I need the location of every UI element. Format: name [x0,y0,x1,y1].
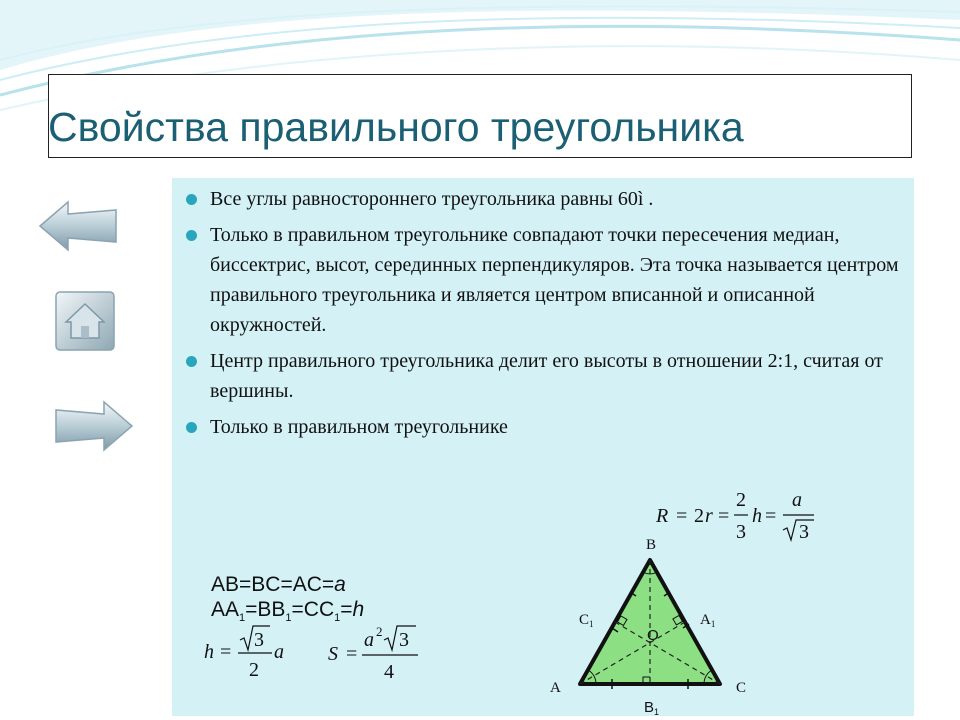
formula-symbol: h [204,641,214,663]
formula-symbol: 3 [254,629,264,651]
area-formula [326,622,436,684]
sides-equality [211,572,364,597]
bullet-dot-icon [186,422,197,433]
arrow-right-icon [52,398,136,454]
formula-symbol: 2 [249,659,259,681]
bullet-item [186,346,904,406]
formula-symbol: = [220,641,232,663]
formula-symbol: r [705,505,713,527]
formula-symbol: 4 [384,661,394,683]
bullet-text: Только в правильном треугольнике [210,416,508,438]
triangle-diagram [540,532,760,718]
equality-sub: 1 [334,612,341,625]
formula-symbol: 2 [376,624,383,639]
next-button[interactable] [52,398,136,454]
equality-var: a [334,573,346,596]
equality-sub: 1 [285,612,292,625]
bullet-text: Только в правильном треугольнике совпадают точки пересечения медиан, биссектрис, высот, серединных перпендикуляров. Эта точка называется центром правильного треугольника и является центром вписанной и описанной окружностей. [210,224,899,336]
equality-text: AB=BC=AC= [211,573,335,596]
bullet-list [186,184,904,448]
foot-label-a1: $A_1$ [700,612,716,629]
bullet-dot-icon [186,356,197,367]
formula-symbol: = [676,505,688,527]
formula-symbol: 3 [799,521,809,543]
formula-symbol: R [656,505,669,527]
formula-symbol: 2 [694,505,704,527]
home-icon [54,290,116,352]
formula-symbol: a [274,641,284,663]
foot-label-b1: $B_1$ [644,699,660,717]
formula-symbol: S [328,643,338,665]
equality-sub: 1 [239,612,246,625]
home-button[interactable] [54,290,116,352]
bullet-item [186,184,904,214]
bullet-dot-icon [186,194,197,205]
equality-text: =BB [245,598,286,621]
equality-var: h [352,598,365,621]
vertex-label-a: A [550,680,561,696]
arrow-left-icon [36,198,120,254]
bullet-dot-icon [186,230,197,241]
formula-symbol: = [346,643,358,665]
formula-symbol: h [752,505,762,527]
height-formula [200,622,310,682]
vertex-label-b: B [646,537,657,553]
center-label: O [647,627,659,644]
bullet-text: Центр правильного треугольника делит его высоты в отношении 2:1, считая от вершины. [210,350,883,402]
formula-symbol: 3 [399,629,409,651]
bullet-item [186,220,904,340]
formula-symbol: = [765,505,777,527]
foot-label-c1: $C_1$ [579,612,594,629]
bullet-item [186,412,904,442]
bullet-text: Все углы равностороннего треугольника равны 60ì . [210,188,654,210]
formula-symbol: 2 [736,489,746,511]
equality-text: AA [211,598,240,621]
equality-text: =CC [291,598,335,621]
equality-text: = [340,598,353,621]
formula-symbol: a [792,489,802,511]
vertex-label-c: C [736,680,747,696]
slide-title: Свойства правильного треугольника [48,104,744,150]
formula-symbol: 3 [736,521,746,543]
formula-symbol: = [718,505,730,527]
formula-symbol: a [364,629,374,651]
back-button[interactable] [36,198,120,254]
